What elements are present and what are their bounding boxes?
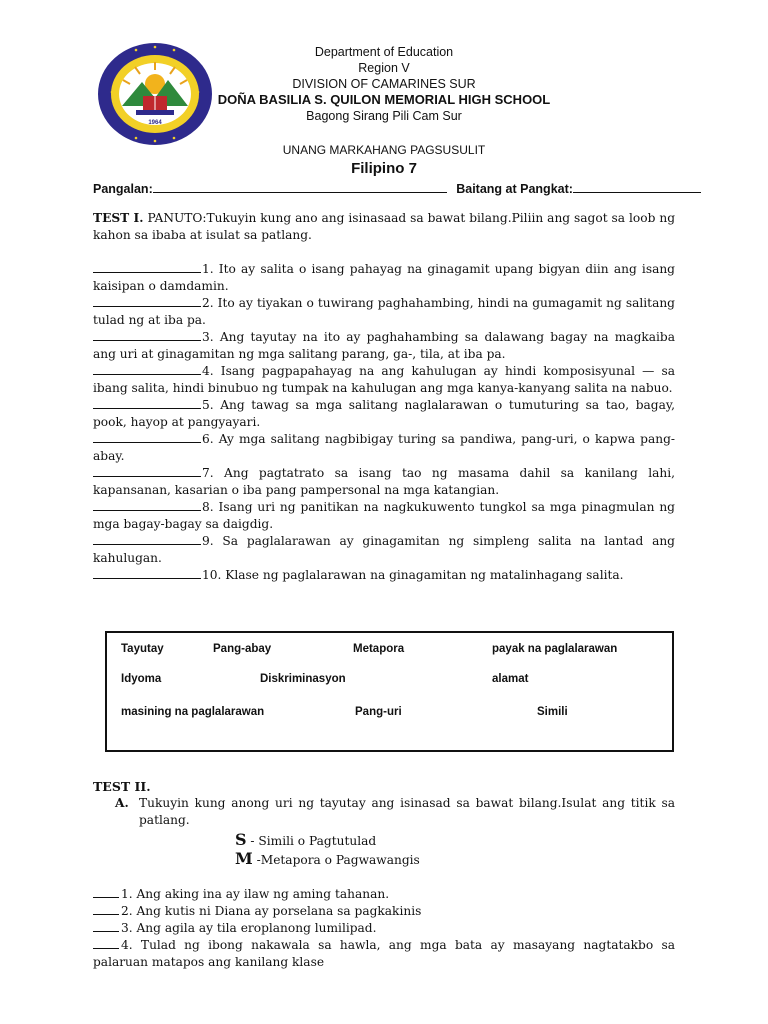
question-item [93, 329, 675, 363]
section-label: Baitang at Pangkat: [456, 182, 573, 196]
answer-blank[interactable] [93, 397, 201, 409]
question-item [93, 363, 675, 397]
question-text: 1. Ito ay salita o isang pahayag na ginagamit upang bigyan diin ang isang kaisipan o damdamin. [93, 262, 675, 293]
choice-item: Pang-abay [213, 643, 272, 655]
test-2-part-a-instruction [93, 795, 675, 829]
question-text: 8. Isang uri ng panitikan na nagkukuwento tungkol sa mga pinagmulan ng mga bagay-bagay sa daigdig. [93, 500, 675, 531]
choice-item: payak na paglalarawan [492, 643, 618, 655]
answer-blank[interactable] [93, 295, 201, 307]
question-text: 3. Ang tayutay na ito ay paghahambing sa dalawang bagay na magkaiba ang uri at ginagamitan ng mga salitang parang, ga-, tila, at iba pa. [93, 330, 675, 361]
test-2-section [93, 778, 675, 971]
choice-item: alamat [492, 673, 529, 685]
test-2-item [93, 920, 675, 937]
question-text: 1. Ang aking ina ay ilaw ng aming tahanan. [121, 887, 390, 901]
question-item [93, 431, 675, 465]
legend-simili [93, 831, 675, 850]
answer-blank[interactable] [93, 937, 119, 949]
answer-blank[interactable] [93, 465, 201, 477]
question-text: 3. Ang agila ay tila eroplanong lumilipad. [121, 921, 377, 935]
answer-blank[interactable] [93, 499, 201, 511]
question-text: 4. Tulad ng ibong nakawala sa hawla, ang mga bata ay masayang nagtatakbo sa palaruan matapos ang kanilang klase [93, 938, 675, 969]
spacer [93, 869, 675, 886]
part-a-letter: A. [115, 796, 129, 810]
question-text: 2. Ito ay tiyakan o tuwirang paghahambing, hindi na gumagamit ng salitang tulad ng at iba pa. [93, 296, 675, 327]
legend-letter: M [235, 849, 253, 868]
answer-blank[interactable] [93, 329, 201, 341]
section-blank[interactable] [573, 180, 701, 193]
test-1-section [93, 210, 675, 584]
department: Department of Education [314, 45, 454, 59]
question-item [93, 567, 675, 584]
question-text: 9. Sa paglalarawan ay ginagamitan ng simpleng salita na lantad ang kahulugan. [93, 534, 675, 565]
answer-blank[interactable] [93, 363, 201, 375]
question-item [93, 499, 675, 533]
answer-blank[interactable] [93, 261, 201, 273]
test-2-item [93, 937, 675, 971]
legend-letter: S [235, 830, 247, 849]
division: DIVISION OF CAMARINES SUR [292, 77, 476, 91]
name-label: Pangalan: [93, 182, 153, 196]
choice-item: Idyoma [121, 673, 162, 685]
choice-item: Metapora [353, 643, 405, 655]
exam-title-block [0, 142, 768, 180]
school-address: Bagong Sirang Pili Cam Sur [306, 109, 462, 123]
region: Region V [358, 61, 410, 75]
answer-blank[interactable] [93, 567, 201, 579]
name-blank[interactable] [153, 180, 447, 193]
svg-text:1964: 1964 [148, 120, 162, 126]
question-text: 4. Isang pagpapahayag na ang kahulugan ay hindi komposisyunal — sa ibang salita, hindi binubuo ng tumpak na kahulugan ang mga kanya-kanyang salita na nabuo. [93, 364, 675, 395]
exam-subject: Filipino 7 [351, 160, 417, 177]
question-item [93, 397, 675, 431]
student-info-row [93, 180, 701, 196]
question-text: 2. Ang kutis ni Diana ay porselana sa pagkakinis [121, 904, 422, 918]
document-header [0, 44, 768, 124]
test-2-label: TEST II. [93, 779, 151, 794]
question-text: 7. Ang pagtatrato sa isang tao ng masama dahil sa kanilang lahi, kapansanan, kasarian o iba pang pampersonal na mga katangian. [93, 466, 675, 497]
question-text: 6. Ay mga salitang nagbibigay turing sa pandiwa, pang-uri, o kapwa pang-abay. [93, 432, 675, 463]
legend-metapora [93, 850, 675, 869]
answer-blank[interactable] [93, 533, 201, 545]
question-item [93, 295, 675, 329]
answer-blank[interactable] [93, 431, 201, 443]
answer-blank[interactable] [93, 920, 119, 932]
choice-item: Simili [537, 706, 568, 718]
test-1-label: TEST I. [93, 211, 144, 225]
legend-text: -Metapora o Pagwawangis [252, 853, 420, 867]
exam-title: UNANG MARKAHANG PAGSUSULIT [282, 143, 486, 157]
question-text: 5. Ang tawag sa mga salitang naglalarawan o tumuturing sa tao, bagay, pook, hayop at pangyayari. [93, 398, 675, 429]
question-item [93, 261, 675, 295]
answer-blank[interactable] [93, 903, 119, 915]
test-1-instruction-text: PANUTO:Tukuyin kung ano ang isinasaad sa bawat bilang.Piliin ang sagot sa loob ng kahon sa ibaba at isulat sa patlang. [93, 211, 675, 242]
question-text: 10. Klase ng paglalarawan na ginagamitan ng matalinhagang salita. [202, 568, 624, 582]
question-item [93, 465, 675, 499]
choice-item: Diskriminasyon [260, 673, 346, 685]
school-name: DOÑA BASILIA S. QUILON MEMORIAL HIGH SCHOOL [217, 92, 551, 107]
choice-item: masining na paglalarawan [121, 706, 265, 718]
choice-item: Pang-uri [355, 706, 402, 718]
test-2-item [93, 886, 675, 903]
choice-item: Tayutay [121, 643, 164, 655]
test-1-instruction [93, 210, 675, 244]
question-item [93, 533, 675, 567]
legend-text: - Simili o Pagtutulad [246, 834, 377, 848]
test-2-item [93, 903, 675, 920]
answer-choices-box [105, 631, 674, 752]
part-a-instruction-text: Tukuyin kung anong uri ng tayutay ang isinasad sa bawat bilang.Isulat ang titik sa patlang. [139, 796, 675, 827]
answer-blank[interactable] [93, 886, 119, 898]
